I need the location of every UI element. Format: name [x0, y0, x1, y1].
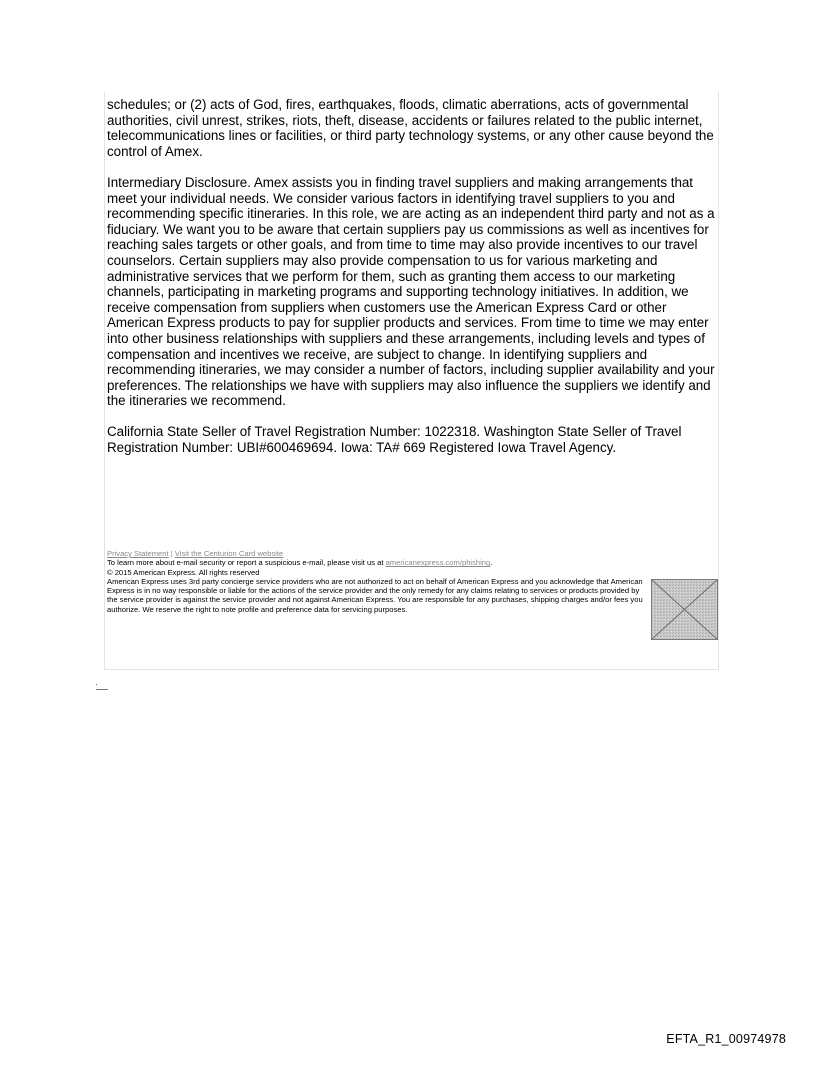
- security-period: .: [490, 558, 493, 568]
- copyright-text: © 2015 American Express. All rights reserved: [107, 567, 260, 577]
- footer-links: [107, 549, 719, 558]
- document-id: EFTA_R1_00974978: [666, 1032, 786, 1046]
- broken-image-icon: [651, 579, 718, 640]
- concierge-disclaimer: American Express uses 3rd party concierge service providers who are not authorized to act on behalf of American Express and you acknowledge that American Express is in no way responsible or liable for the actions of the service provider and the only remedy for any claims relating to services or products provided by the service provider is against the service provider and not against American Express. You are responsible for any purchases, shipping charges and/or fees you authorize. We reserve the right to note profile and preference data for servicing purposes.: [107, 576, 643, 614]
- link-separator: |: [170, 549, 173, 558]
- email-body: [107, 97, 719, 456]
- security-notice: [107, 558, 719, 567]
- intermediary-disclosure-paragraph: Intermediary Disclosure. Amex assists you in finding travel suppliers and making arrangements that meet your individual needs. We consider various factors in identifying travel suppliers to you and recommending specific itineraries. In this role, we are acting as an independent third party and not as a fiduciary. We want you to be aware that certain suppliers pay us commissions as well as incentives for reaching sales targets or other goals, and from time to time may also provide incentives to our travel counselors. Certain suppliers may also provide compensation to us for various marketing and administrative services that we perform for them, such as granting them access to our marketing channels, participating in marketing programs and supporting technology initiatives. In addition, we receive compensation from suppliers when customers use the American Express Card or other American Express products to pay for supplier products and services. From time to time we may enter into other business relationships with suppliers and these arrangements, including levels and types of compensation and incentives we receive, are subject to change. In identifying suppliers and recommending itineraries, we may consider a number of factors, including supplier availability and your preferences. The relationships we have with suppliers may also influence the suppliers we identify and the itineraries we recommend.: [107, 174, 715, 409]
- registration-paragraph: California State Seller of Travel Registration Number: 1022318. Washington State Seller of Travel Registration Number: UBI#600469694. Iowa: TA# 669 Registered Iowa Travel Agency.: [107, 424, 682, 456]
- email-footer: [107, 549, 719, 614]
- force-majeure-paragraph: schedules; or (2) acts of God, fires, earthquakes, floods, climatic aberrations, acts of governmental authorities, civil unrest, strikes, riots, theft, disease, accidents or failures related to the public internet, telecommunications lines or facilities, or third party technology systems, or any other cause beyond the control of Amex.: [107, 97, 714, 159]
- privacy-statement-link[interactable]: Privacy Statement: [107, 549, 169, 558]
- centurion-card-link[interactable]: Visit the Centurion Card website: [174, 549, 284, 558]
- security-text: To learn more about e-mail security or report a suspicious e-mail, please visit us at: [107, 558, 384, 568]
- stray-mark-icon: [96, 683, 108, 691]
- phishing-link[interactable]: americanexpress.com/phishing: [385, 558, 491, 568]
